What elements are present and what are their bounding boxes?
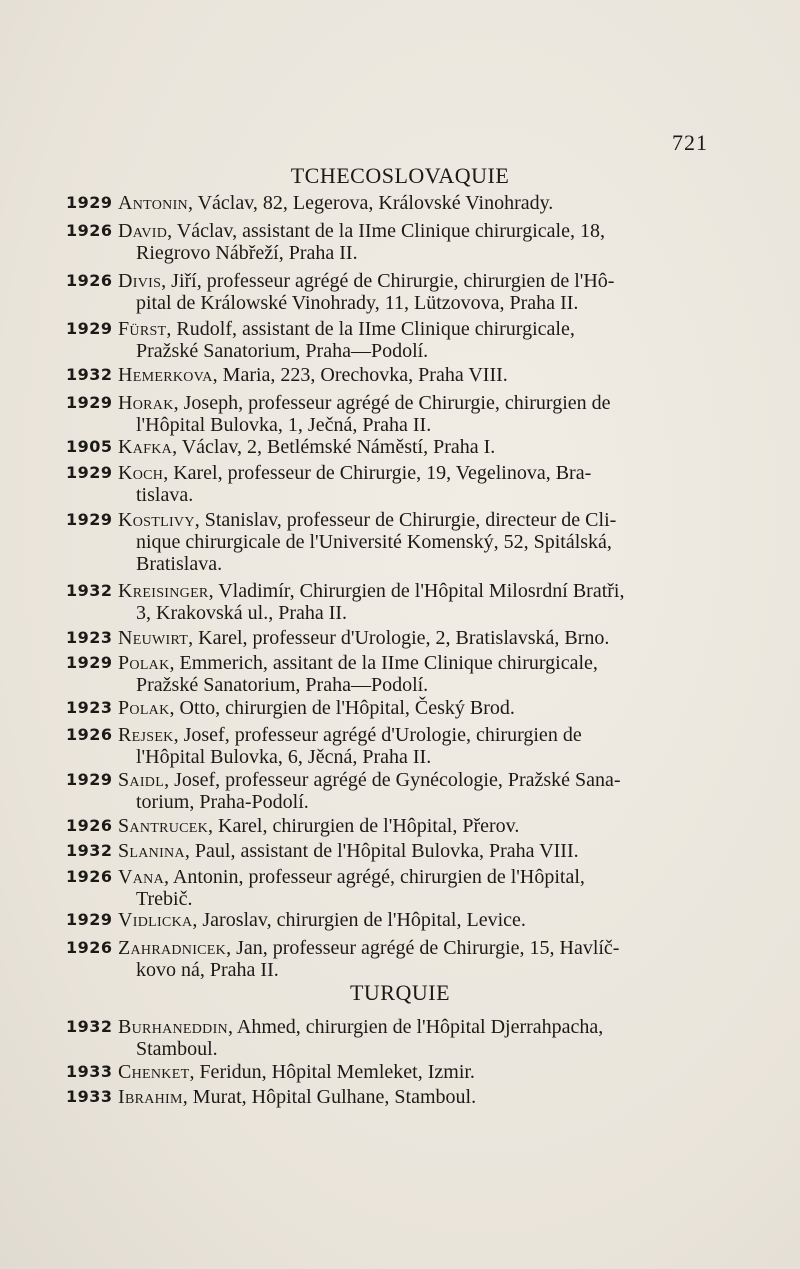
entry-line: nique chirurgicale de l'Université Komenský, 52, Spitálská,	[136, 531, 612, 553]
entry-text: Vidlicka, Jaroslav, chirurgien de l'Hôpital, Levice.	[118, 909, 526, 931]
entry-text: Ibrahim, Murat, Hôpital Gulhane, Stamboul.	[118, 1086, 477, 1108]
entry-line: Jan, professeur agrégé de Chirurgie, 15, Havlíč-	[236, 937, 620, 959]
entry-year: 1929	[66, 193, 113, 212]
entry-line: Karel, professeur d'Urologie, 2, Bratislavská, Brno.	[198, 627, 610, 649]
entry-line: Václav, 2, Betlémské Náměstí, Praha I.	[181, 436, 496, 458]
entry-line: l'Hôpital Bulovka, 1, Ječná, Praha II.	[136, 414, 432, 436]
directory-entry	[66, 580, 706, 624]
entry-line: torium, Praha-Podolí.	[136, 791, 309, 813]
entry-surname: Fürst	[118, 318, 167, 340]
entry-surname: Polak	[118, 697, 170, 719]
entry-year: 1929	[66, 319, 113, 338]
directory-entry	[66, 462, 706, 506]
entry-line: Ahmed, chirurgien de l'Hôpital Djerrahpacha,	[236, 1016, 604, 1038]
entry-text: Fürst, Rudolf, assistant de la IIme Clinique chirurgicale, Pražské Sanatorium, Praha—Podolí.	[118, 318, 706, 362]
entry-line: Joseph, professeur agrégé de Chirurgie, chirurgien de	[183, 392, 611, 414]
section-title: TCHECOSLOVAQUIE	[290, 163, 510, 188]
entry-line: kovo ná, Praha II.	[136, 959, 279, 981]
directory-entry	[66, 392, 706, 436]
directory-entry	[66, 1016, 706, 1060]
directory-entry	[66, 1086, 706, 1108]
entry-line: Otto, chirurgien de l'Hôpital, Český Brod.	[179, 697, 515, 719]
entry-surname: Rejsek	[118, 724, 174, 746]
entry-year: 1926	[66, 221, 113, 240]
entry-surname: Zahradnicek	[118, 937, 227, 959]
entry-line: Antonin, professeur agrégé, chirurgien de l'Hôpital,	[172, 866, 585, 888]
directory-entry	[66, 937, 706, 981]
entry-text: Divis, Jiří, professeur agrégé de Chirurgie, chirurgien de l'Hô- pital de Králowské Vinohrady, 11, Lützovova, Praha II.	[118, 270, 706, 314]
directory-entry	[66, 627, 706, 649]
entry-text: Horak, Joseph, professeur agrégé de Chirurgie, chirurgien de l'Hôpital Bulovka, 1, Ječná, Praha II.	[118, 392, 706, 436]
entry-surname: Saidl	[118, 769, 165, 791]
directory-entry	[66, 697, 706, 719]
entry-line: Feridun, Hôpital Memleket, Izmir.	[199, 1061, 475, 1083]
entry-line: Jiří, professeur agrégé de Chirurgie, chirurgien de l'Hô-	[171, 270, 615, 292]
directory-entry	[66, 652, 706, 696]
directory-entry	[66, 318, 706, 362]
directory-entry	[66, 509, 706, 575]
entry-year: 1933	[66, 1087, 113, 1106]
entry-text: Saidl, Josef, professeur agrégé de Gynécologie, Pražské Sana- torium, Praha-Podolí.	[118, 769, 706, 813]
page-number: 721	[672, 130, 708, 155]
entry-line: Josef, professeur agrégé d'Urologie, chirurgien de	[183, 724, 582, 746]
directory-entry	[66, 220, 706, 264]
entry-line: l'Hôpital Bulovka, 6, Jěcná, Praha II.	[136, 746, 432, 768]
entry-year: 1932	[66, 1017, 113, 1036]
entry-year: 1932	[66, 365, 113, 384]
entry-year: 1923	[66, 698, 113, 717]
entry-line: 3, Krakovská ul., Praha II.	[136, 602, 348, 624]
entry-line: Paul, assistant de l'Hôpital Bulovka, Praha VIII.	[194, 840, 579, 862]
entry-surname: Antonin	[118, 192, 188, 214]
entry-text: Polak, Emmerich, assitant de la IIme Clinique chirurgicale, Pražské Sanatorium, Praha—Podolí.	[118, 652, 706, 696]
entry-year: 1905	[66, 437, 113, 456]
entry-text: Zahradnicek, Jan, professeur agrégé de Chirurgie, 15, Havlíč- kovo ná, Praha II.	[118, 937, 706, 981]
entry-text: Kostlivy, Stanislav, professeur de Chirurgie, directeur de Cli- nique chirurgicale de l'Université Komenský, 52, Spitálská, Bratislava.	[118, 509, 706, 575]
entry-surname: Vana	[118, 866, 164, 888]
entry-surname: Kafka	[118, 436, 173, 458]
entry-year: 1926	[66, 816, 113, 835]
entry-text: Hemerkova, Maria, 223, Orechovka, Praha VIII.	[118, 364, 508, 386]
entry-text: David, Václav, assistant de la IIme Clinique chirurgicale, 18, Riegrovo Nábřeží, Praha II.	[118, 220, 706, 264]
entry-line: Stamboul.	[136, 1038, 218, 1060]
entry-text: Kafka, Václav, 2, Betlémské Náměstí, Praha I.	[118, 436, 496, 458]
entry-year: 1926	[66, 725, 113, 744]
entry-text: Koch, Karel, professeur de Chirurgie, 19, Vegelinova, Bra- tislava.	[118, 462, 706, 506]
entry-line: Trebič.	[136, 888, 193, 910]
entry-surname: Vidlicka	[118, 909, 193, 931]
directory-entry	[66, 364, 706, 386]
entry-year: 1932	[66, 581, 113, 600]
entry-text: Polak, Otto, chirurgien de l'Hôpital, Český Brod.	[118, 697, 515, 719]
directory-entry	[66, 436, 706, 458]
entry-year: 1929	[66, 463, 113, 482]
entry-year: 1929	[66, 653, 113, 672]
directory-entry	[66, 840, 706, 862]
entry-text: Vana, Antonin, professeur agrégé, chirurgien de l'Hôpital, Trebič.	[118, 866, 706, 910]
entry-line: Maria, 223, Orechovka, Praha VIII.	[222, 364, 508, 386]
entry-year: 1926	[66, 938, 113, 957]
entry-year: 1926	[66, 271, 113, 290]
entry-surname: Burhaneddin	[118, 1016, 228, 1038]
entry-text: Slanina, Paul, assistant de l'Hôpital Bulovka, Praha VIII.	[118, 840, 579, 862]
entry-line: Pražské Sanatorium, Praha—Podolí.	[136, 340, 429, 362]
entry-text: Chenket, Feridun, Hôpital Memleket, Izmir.	[118, 1061, 475, 1083]
entry-text: Antonin, Václav, 82, Legerova, Královské Vinohrady.	[118, 192, 554, 214]
directory-entry	[66, 270, 706, 314]
entry-surname: Polak	[118, 652, 170, 674]
entry-text: Rejsek, Josef, professeur agrégé d'Urologie, chirurgien de l'Hôpital Bulovka, 6, Jěcná, Praha II.	[118, 724, 706, 768]
entry-year: 1926	[66, 867, 113, 886]
entry-surname: Horak	[118, 392, 174, 414]
entry-surname: Slanina	[118, 840, 185, 862]
entry-surname: Santrucek	[118, 815, 209, 837]
entry-surname: Kostlivy	[118, 509, 195, 531]
entry-line: pital de Králowské Vinohrady, 11, Lützovova, Praha II.	[136, 292, 579, 314]
entry-line: Václav, 82, Legerova, Královské Vinohrady.	[197, 192, 554, 214]
entry-line: Karel, chirurgien de l'Hôpital, Přerov.	[218, 815, 520, 837]
entry-text: Kreisinger, Vladimír, Chirurgien de l'Hôpital Milosrdní Bratři, 3, Krakovská ul., Praha II.	[118, 580, 706, 624]
entry-line: Vladimír, Chirurgien de l'Hôpital Milosrdní Bratři,	[218, 580, 625, 602]
entry-surname: Ibrahim	[118, 1086, 183, 1108]
directory-entry	[66, 866, 706, 910]
directory-entry	[66, 909, 706, 931]
entry-line: Rudolf, assistant de la IIme Clinique chirurgicale,	[176, 318, 575, 340]
section-title: TURQUIE	[349, 980, 451, 1005]
entry-line: tislava.	[136, 484, 194, 506]
entry-surname: Chenket	[118, 1061, 190, 1083]
entry-year: 1929	[66, 510, 113, 529]
entry-year: 1929	[66, 770, 113, 789]
entry-surname: Divis	[118, 270, 162, 292]
entry-text: Burhaneddin, Ahmed, chirurgien de l'Hôpital Djerrahpacha, Stamboul.	[118, 1016, 706, 1060]
entry-line: Václav, assistant de la IIme Clinique chirurgicale, 18,	[176, 220, 605, 242]
entry-surname: Kreisinger	[118, 580, 209, 602]
entry-line: Emmerich, assitant de la IIme Clinique chirurgicale,	[179, 652, 598, 674]
entry-year: 1933	[66, 1062, 113, 1081]
directory-entry	[66, 192, 706, 214]
directory-entry	[66, 1061, 706, 1083]
entry-surname: Neuwirt	[118, 627, 189, 649]
entry-line: Jaroslav, chirurgien de l'Hôpital, Levice.	[202, 909, 526, 931]
directory-entry	[66, 724, 706, 768]
entry-line: Karel, professeur de Chirurgie, 19, Vegelinova, Bra-	[173, 462, 592, 484]
entry-surname: Hemerkova	[118, 364, 213, 386]
entry-text: Santrucek, Karel, chirurgien de l'Hôpital, Přerov.	[118, 815, 520, 837]
entry-text: Neuwirt, Karel, professeur d'Urologie, 2, Bratislavská, Brno.	[118, 627, 610, 649]
entry-year: 1932	[66, 841, 113, 860]
entry-line: Josef, professeur agrégé de Gynécologie, Pražské Sana-	[174, 769, 621, 791]
entry-line: Bratislava.	[136, 553, 223, 575]
entry-line: Pražské Sanatorium, Praha—Podolí.	[136, 674, 429, 696]
entry-surname: David	[118, 220, 168, 242]
entry-surname: Koch	[118, 462, 164, 484]
entry-year: 1929	[66, 393, 113, 412]
directory-entry	[66, 815, 706, 837]
entry-line: Riegrovo Nábřeží, Praha II.	[136, 242, 358, 264]
entry-year: 1923	[66, 628, 113, 647]
entry-year: 1929	[66, 910, 113, 929]
entry-line: Stanislav, professeur de Chirurgie, directeur de Cli-	[204, 509, 617, 531]
directory-entry	[66, 769, 706, 813]
entry-line: Murat, Hôpital Gulhane, Stamboul.	[192, 1086, 477, 1108]
